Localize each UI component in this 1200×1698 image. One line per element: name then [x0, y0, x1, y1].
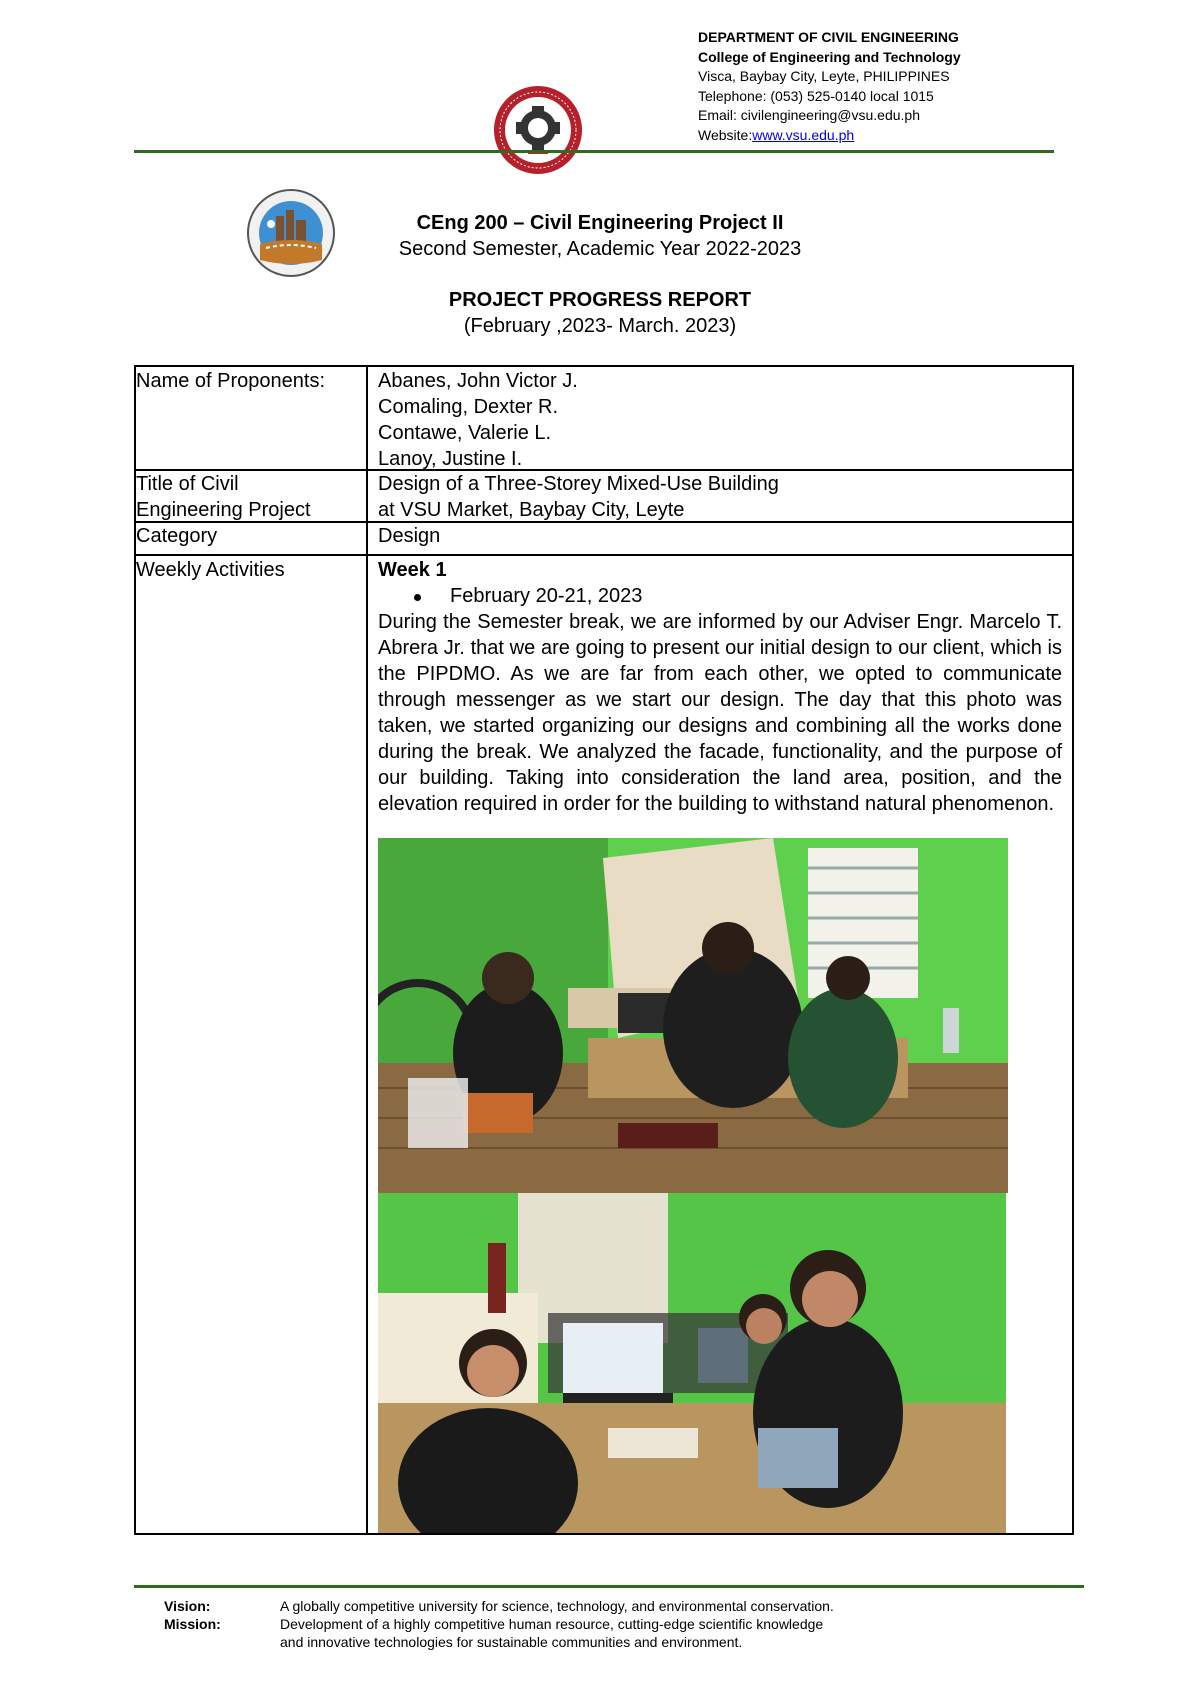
vision-label: Vision:: [164, 1598, 211, 1614]
proponent-name: Abanes, John Victor J.: [378, 370, 578, 392]
department-contact-block: [698, 28, 961, 145]
project-title-label-line: Title of Civil: [136, 473, 239, 495]
bullet-icon: [414, 594, 421, 601]
email: Email: civilengineering@vsu.edu.ph: [698, 107, 920, 123]
activity-description: During the Semester break, we are informed by our Adviser Engr. Marcelo T. Abrera Jr. that we are going to present our initial design to our client, which is the PIPDMO. As we are far from each other, we opted to communicate through messenger as we start our design. The day that this photo was taken, we started organizing our designs and combining all the works done during the break. We analyzed the facade, functionality, and the purpose of our building. Taking into consideration the land area, position, and the elevation required in order for the building to withstand natural phenomenon.: [378, 611, 1062, 815]
report-title: PROJECT PROGRESS REPORT: [448, 289, 752, 311]
website-link[interactable]: www.vsu.edu.ph: [752, 126, 855, 143]
project-title-line: Design of a Three-Storey Mixed-Use Building: [378, 473, 779, 495]
website-line: [698, 126, 961, 146]
activity-photo: [378, 1193, 1006, 1533]
project-title-label: [136, 471, 362, 523]
table-column-divider: [366, 365, 368, 1535]
report-period: (February ,2023- March. 2023): [463, 315, 737, 337]
course-semester: Second Semester, Academic Year 2022-2023: [398, 238, 802, 260]
proponent-name: Comaling, Dexter R.: [378, 396, 559, 418]
mission-line: and innovative technologies for sustainable communities and environment.: [280, 1634, 743, 1650]
activity-photo: [378, 838, 1008, 1193]
website-label: Website:: [698, 126, 753, 143]
proponent-name: Contawe, Valerie L.: [378, 422, 552, 444]
mission-text: [280, 1615, 823, 1651]
category-label: Category: [136, 525, 218, 547]
proponents-list: [378, 368, 1062, 472]
header-rule: [134, 150, 1054, 153]
project-title: [378, 471, 1062, 523]
university-seal-icon: [492, 84, 584, 176]
vision-text: A globally competitive university for science, technology, and environmental conservation.: [280, 1598, 834, 1614]
address: Visca, Baybay City, Leyte, PHILIPPINES: [698, 68, 950, 84]
department-name: DEPARTMENT OF CIVIL ENGINEERING: [698, 29, 959, 45]
mission-line: Development of a highly competitive human resource, cutting-edge scientific knowledge: [280, 1616, 824, 1632]
course-heading: [0, 210, 1200, 262]
project-title-label-line: Engineering Project: [136, 499, 311, 521]
course-title: CEng 200 – Civil Engineering Project II: [416, 212, 784, 234]
category-value: Design: [378, 525, 441, 547]
project-title-line: at VSU Market, Baybay City, Leyte: [378, 499, 685, 521]
proponent-name: Lanoy, Justine I.: [378, 448, 523, 470]
activity-date: February 20-21, 2023: [450, 585, 643, 607]
mission-label: Mission:: [164, 1616, 221, 1632]
proponents-label: Name of Proponents:: [136, 370, 325, 392]
weekly-activities-label: Weekly Activities: [136, 559, 285, 581]
college-name: College of Engineering and Technology: [698, 48, 961, 65]
report-heading: [0, 287, 1200, 339]
table-row-divider: [134, 554, 1074, 556]
telephone: Telephone: (053) 525-0140 local 1015: [698, 87, 934, 104]
week-heading: Week 1: [378, 559, 447, 581]
footer-rule: [134, 1585, 1084, 1588]
